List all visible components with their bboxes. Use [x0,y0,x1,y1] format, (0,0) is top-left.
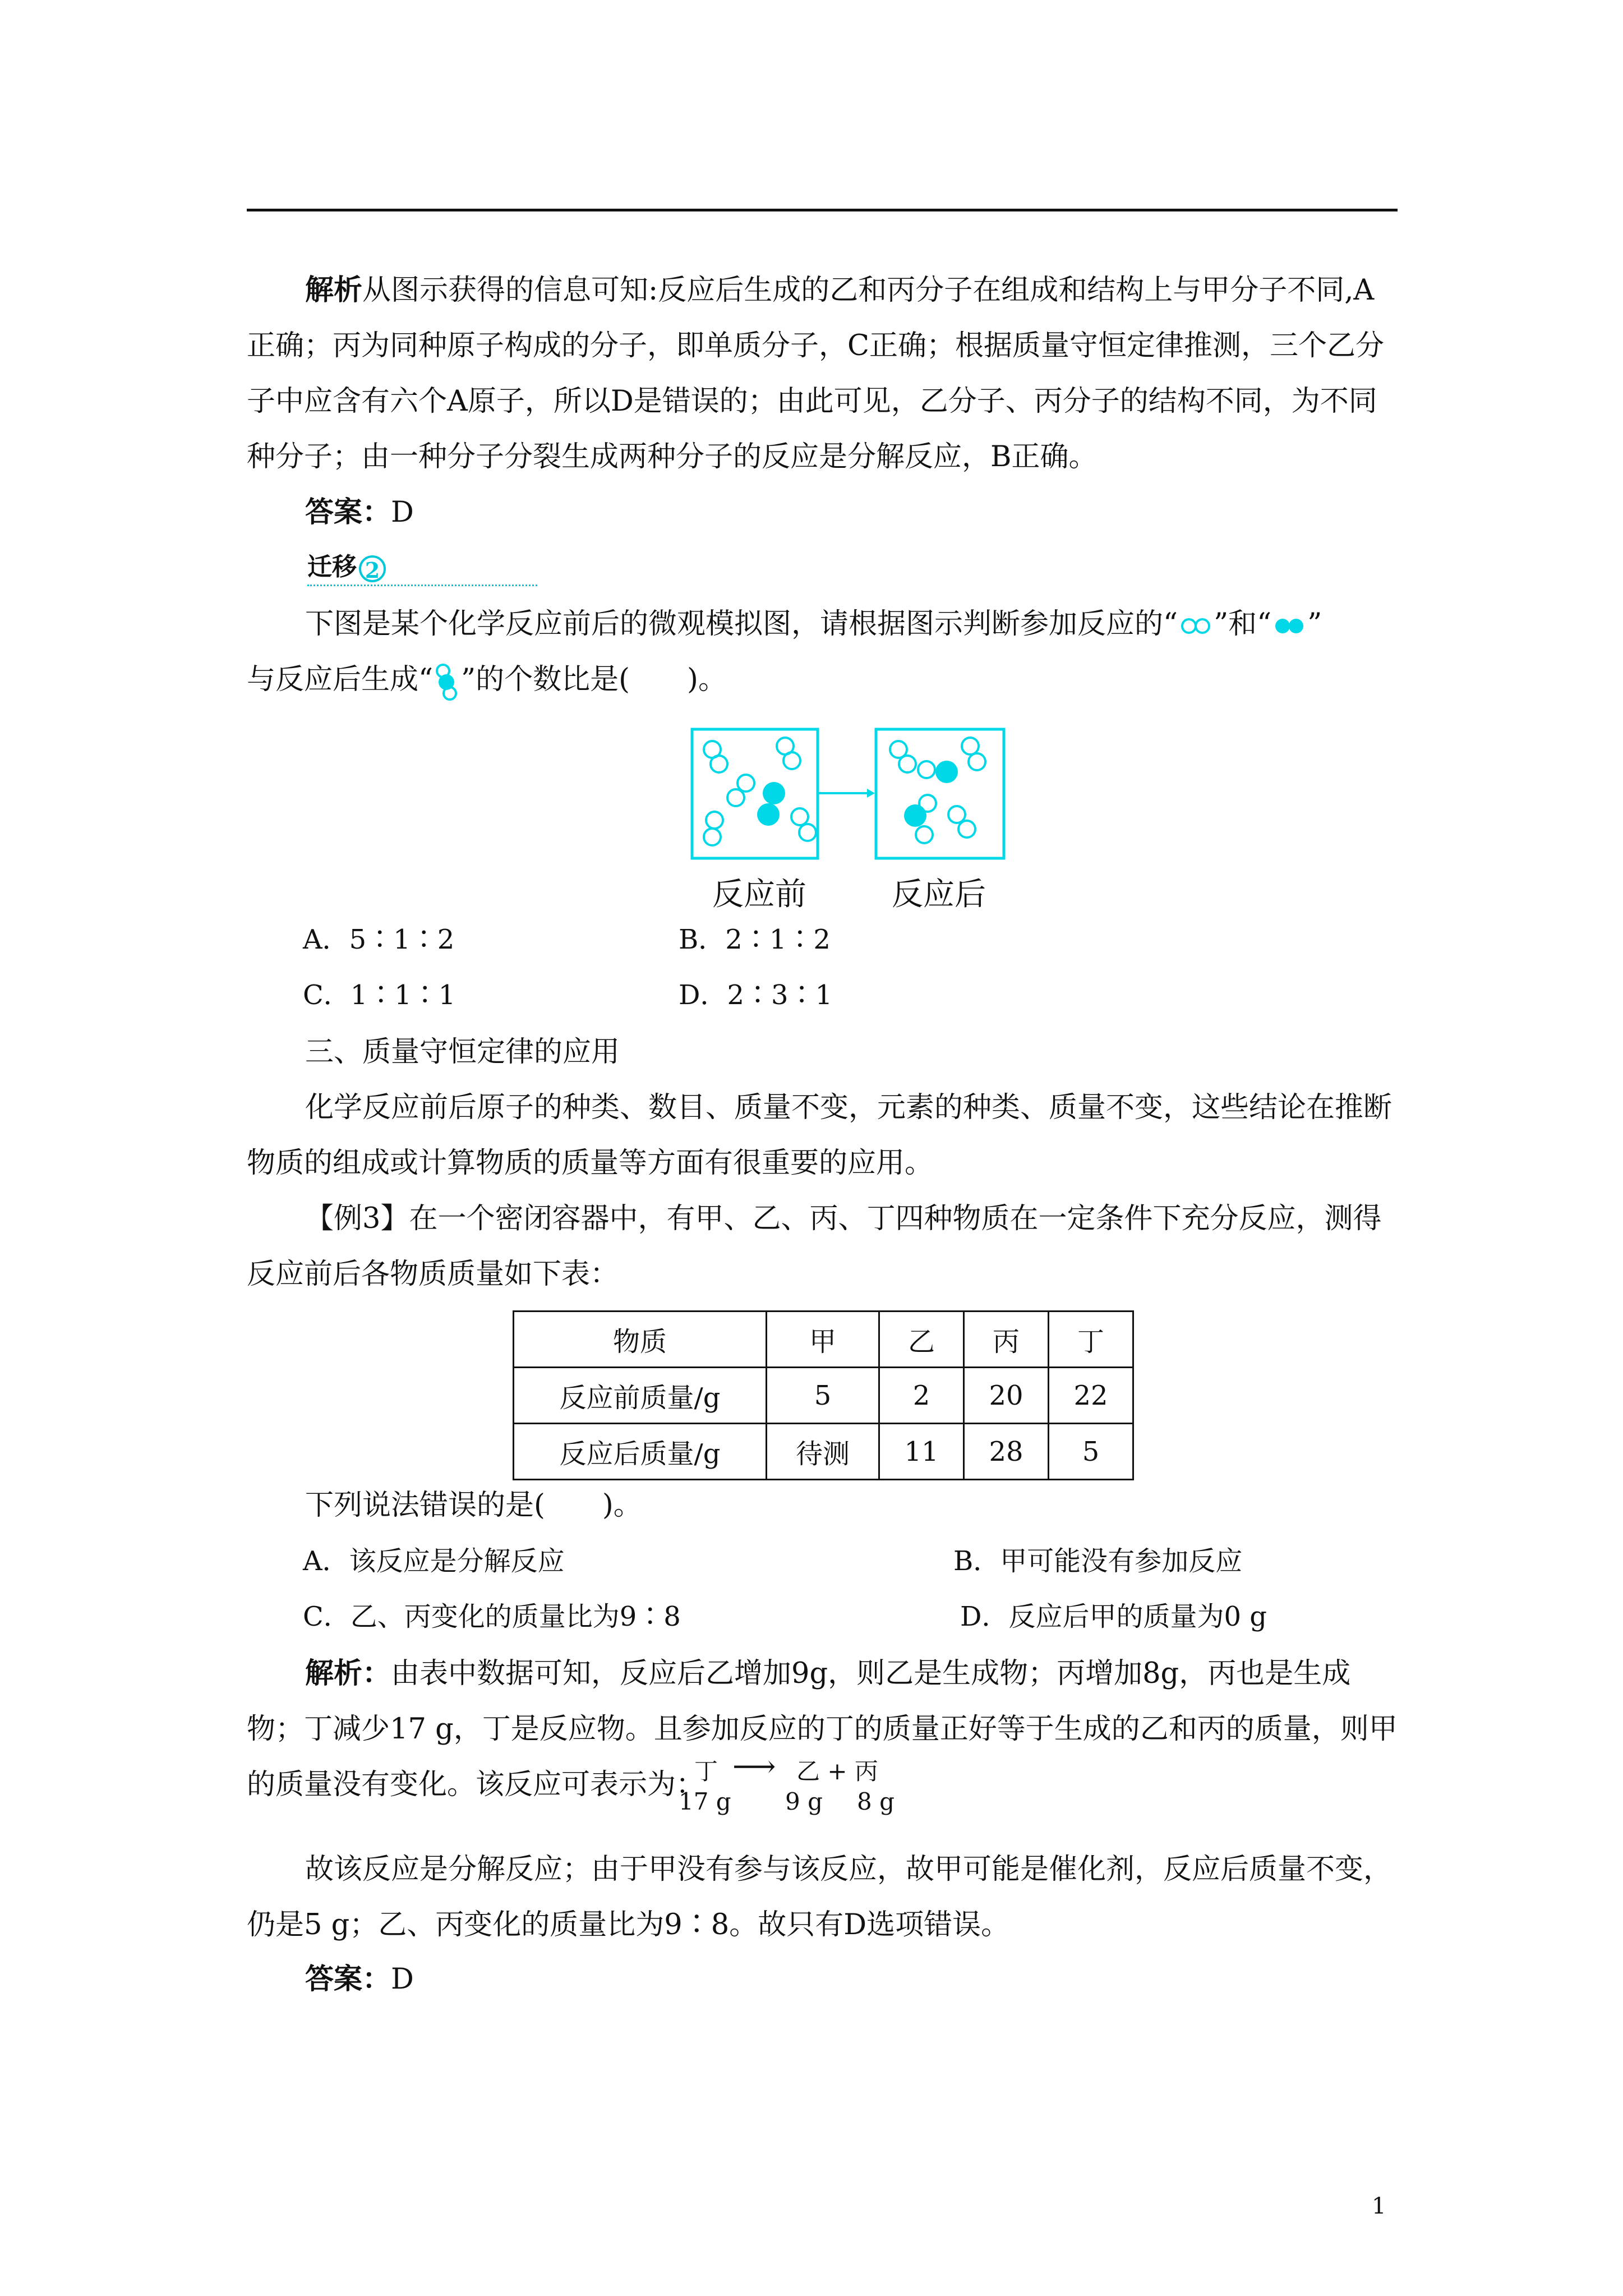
table-cell: 反应后质量/g [514,1424,767,1480]
after-box [876,729,1004,858]
equation-arrow: ⟶ [732,1749,776,1784]
answer-3 [247,1952,1398,2007]
table-header-cell: 乙 [879,1312,964,1368]
question-2-text-b: ”和“ [1214,608,1272,641]
analysis-3-text: 由表中数据可知，反应后乙增加9g，则乙是生成物；丙增加8g，丙也是生成物；丁减少17 g，丁是反应物。且参加反应的丁的质量正好等于生成的乙和丙的质量，则甲的质量没有变化。该反应可表示为： [247,1657,1398,1801]
table-cell: 2 [879,1368,964,1424]
molecule-two-solid-icon [1271,615,1307,637]
question-2 [247,596,1398,707]
equation-mass-reactant: 17 g [679,1788,731,1815]
question-2-text-a: 下图是某个化学反应前后的微观模拟图，请根据图示判断参加反应的“ [305,608,1178,641]
example-3-text: 在一个密闭容器中，有甲、乙、丙、丁四种物质在一定条件下充分反应，测得反应前后各物质质量如下表： [247,1202,1382,1291]
molecule-product-icon [433,662,461,701]
page-number: 1 [1372,2193,1386,2219]
caption-after: 反应后 [892,876,986,913]
equation-mass-product-2: 8 g [857,1788,895,1815]
table-row [514,1368,1133,1424]
transfer-number: 2 [359,555,386,582]
table-cell: 5 [767,1368,879,1424]
answer-3-label: 答案： [305,1962,391,1996]
analysis-paragraph-1 [247,263,1398,485]
transfer-heading [307,550,537,586]
option-3-d: D．反应后甲的质量为0 g [960,1601,1267,1632]
question-3-text: 下列说法错误的是( )。 [305,1489,642,1522]
table-cell: 28 [964,1424,1049,1480]
equation-reactant: 丁 [694,1757,718,1785]
analysis-3-label: 解析： [305,1657,391,1690]
question-2-text-c: ” [1307,608,1322,641]
option-3-b: B．甲可能没有参加反应 [953,1545,1243,1577]
molecule-two-hollow-icon [1178,615,1214,637]
caption-before: 反应前 [712,876,806,913]
table-cell: 5 [1049,1424,1133,1480]
section-3-paragraph: 化学反应前后原子的种类、数目、质量不变，元素的种类、质量不变，这些结论在推断物质的组成或计算物质的质量等方面有很重要的应用。 [247,1091,1393,1180]
table-cell: 11 [879,1424,964,1480]
table-header-cell: 丁 [1049,1312,1133,1368]
mass-table [513,1310,1134,1480]
header-rule [247,209,1398,211]
reaction-diagram [690,727,1009,862]
section-3 [247,1024,1398,1302]
answer-value: D [391,496,414,529]
answer-3-value: D [391,1963,414,1996]
table-header-cell: 丙 [964,1312,1049,1368]
answer-1 [247,485,1398,540]
transfer-label: 迁移 [307,553,357,581]
question-2-text-e: ”的个数比是( )。 [461,663,727,696]
conclusion-text: 故该反应是分解反应；由于甲没有参与该反应，故甲可能是催化剂，反应后质量不变，仍是5 g；乙、丙变化的质量比为9∶8。故只有D选项错误。 [247,1853,1393,1941]
analysis-label: 解析 [305,273,363,307]
equation-mass-product-1: 9 g [785,1788,823,1815]
table-header-cell: 物质 [514,1312,767,1368]
option-2-a: A．5∶1∶2 [303,924,455,955]
question-2-text-d: 与反应后生成“ [247,663,434,696]
option-3-a: A．该反应是分解反应 [303,1545,565,1577]
conclusion-paragraph [247,1842,1398,1953]
reaction-arrow [819,789,875,798]
example-3-tag: 【例3】 [305,1202,409,1235]
table-header-row [514,1312,1133,1368]
option-2-c: C．1∶1∶1 [303,979,456,1011]
table-row [514,1424,1133,1480]
table-cell: 待测 [767,1424,879,1480]
table-cell: 反应前质量/g [514,1368,767,1424]
option-2-d: D．2∶3∶1 [679,979,833,1011]
option-2-b: B．2∶1∶2 [679,924,831,955]
equation-products: 乙 + 丙 [796,1757,878,1785]
option-3-c: C．乙、丙变化的质量比为9∶8 [303,1601,681,1632]
answer-label: 答案： [305,495,391,529]
section-3-heading: 三、质量守恒定律的应用 [305,1036,620,1069]
before-box [692,729,818,858]
table-cell: 22 [1049,1368,1133,1424]
analysis-text: 从图示获得的信息可知:反应后生成的乙和丙分子在组成和结构上与甲分子不同,A正确；丙为同种原子构成的分子，即单质分子，C正确；根据质量守恒定律推测，三个乙分子中应含有六个A原子，所以D是错误的；由此可见，乙分子、丙分子的结构不同，为不同种分子；由一种分子分裂生成两种分子的反应是分解反应，B正确。 [247,274,1385,473]
question-3 [247,1478,1398,1533]
table-header-cell: 甲 [767,1312,879,1368]
table-cell: 20 [964,1368,1049,1424]
